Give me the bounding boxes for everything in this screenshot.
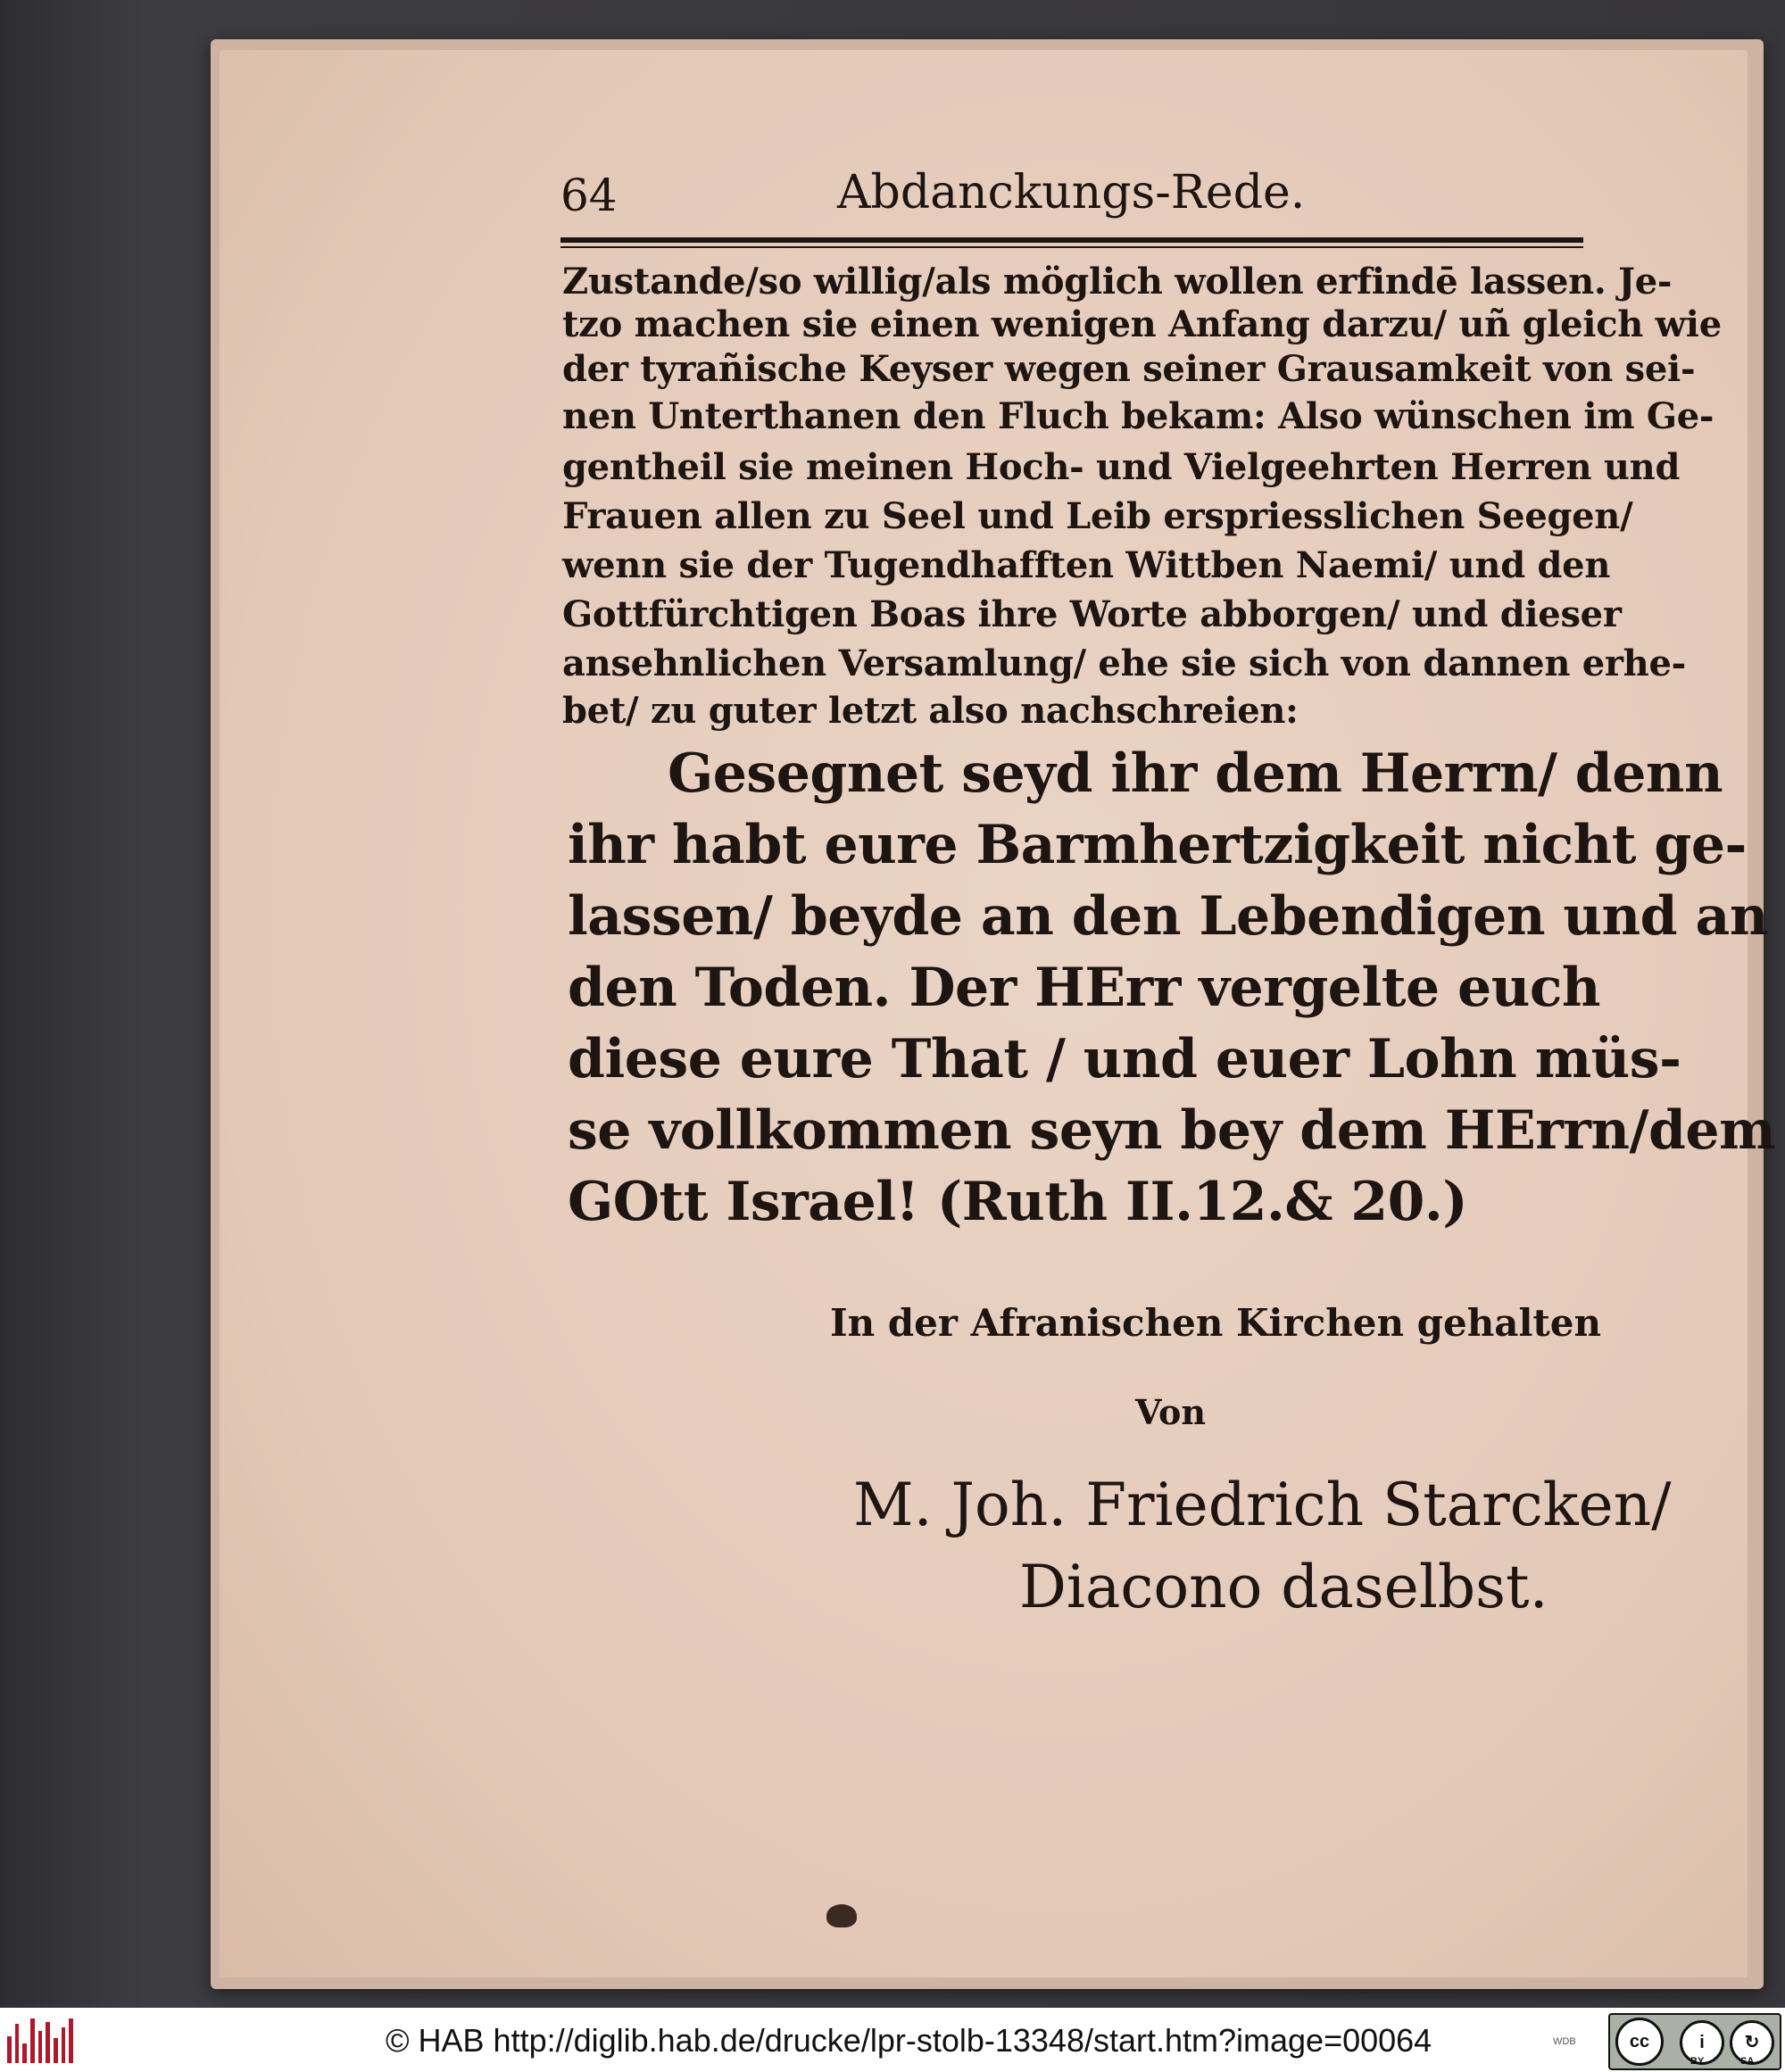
printer-ornament bbox=[826, 1904, 857, 1927]
body-line: gentheil sie meinen Hoch- und Vielgeehrten Herren und bbox=[562, 446, 1681, 488]
page-number: 64 bbox=[560, 170, 618, 221]
quote-line: ihr habt eure Barmhertzigkeit nicht ge- bbox=[568, 814, 1747, 876]
header-rule bbox=[560, 237, 1583, 243]
viewer-footer bbox=[0, 2008, 1785, 2072]
small-code: WDB bbox=[1553, 2036, 1576, 2047]
cc-license-badge[interactable] bbox=[1608, 2013, 1781, 2070]
credit-link[interactable]: © HAB http://diglib.hab.de/drucke/lpr-stolb-13348/start.htm?image=00064 bbox=[386, 2022, 1432, 2059]
quote-line: den Toden. Der HErr vergelte euch bbox=[568, 957, 1600, 1019]
cc-icon: cc bbox=[1615, 2018, 1664, 2066]
body-line: Zustande/so willig/als möglich wollen erfindē lassen. Je- bbox=[562, 261, 1673, 303]
von-line: Von bbox=[1135, 1392, 1206, 1432]
author-office: Diacono daselbst. bbox=[1019, 1553, 1548, 1621]
body-line: tzo machen sie einen wenigen Anfang darzu/ uñ gleich wie bbox=[562, 303, 1722, 345]
quote-line: diese eure That / und euer Lohn müs- bbox=[568, 1028, 1681, 1090]
author-name: M. Joh. Friedrich Starcken/ bbox=[853, 1471, 1672, 1539]
body-line: wenn sie der Tugendhafften Wittben Naemi/ und den bbox=[562, 544, 1611, 586]
header-rule-thin bbox=[560, 246, 1583, 248]
body-line: nen Unterthanen den Fluch bekam: Also wünschen im Ge- bbox=[562, 395, 1714, 437]
body-line: bet/ zu guter letzt also nachschreien: bbox=[562, 690, 1299, 732]
sa-label: SA bbox=[1740, 2056, 1755, 2067]
by-label: BY bbox=[1690, 2056, 1705, 2067]
quote-line: lassen/ beyde an den Lebendigen und an bbox=[568, 885, 1768, 948]
body-line: ansehnlichen Versamlung/ ehe sie sich von dannen erhe- bbox=[562, 642, 1686, 684]
body-line: Gottfürchtigen Boas ihre Worte abborgen/ und dieser bbox=[562, 593, 1622, 635]
body-line: Frauen allen zu Seel und Leib erspriesslichen Seegen/ bbox=[562, 495, 1633, 537]
running-title: Abdanckungs-Rede. bbox=[837, 166, 1306, 220]
quote-line: Gesegnet seyd ihr dem Herrn/ denn bbox=[668, 742, 1723, 805]
sa-icon: ↻ bbox=[1730, 2020, 1774, 2065]
library-logo-icon bbox=[7, 2017, 73, 2063]
quote-line: se vollkommen seyn bey dem HErrn/dem bbox=[568, 1099, 1776, 1162]
quote-line: GOtt Israel! (Ruth II.12.& 20.) bbox=[568, 1171, 1468, 1233]
body-line: der tyrañische Keyser wegen seiner Grausamkeit von sei- bbox=[562, 348, 1696, 390]
by-icon: i bbox=[1680, 2020, 1724, 2065]
place-line: In der Afranischen Kirchen gehalten bbox=[830, 1301, 1602, 1345]
